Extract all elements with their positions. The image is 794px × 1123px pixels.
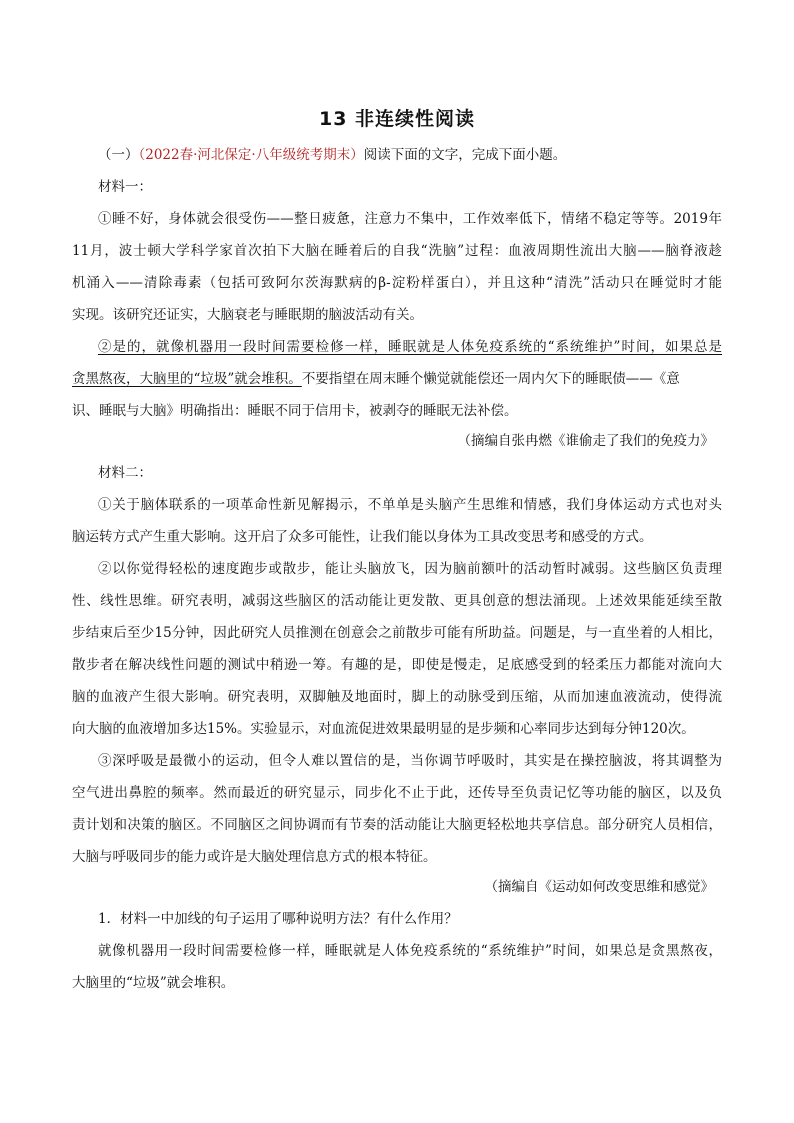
m1-paragraph-1-line-3: 机涌入——清除毒素（包括可致阿尔茨海默病的β-淀粉样蛋白），并且这种“清洗”活动只在睡觉时才能 [72, 275, 722, 291]
m1-paragraph-2-line-2-rest: 不要指望在周末睡个懒觉就能偿还一周内欠下的睡眠债——《意 [301, 371, 680, 387]
m2-paragraph-3-line-4: 大脑与呼吸同步的能力或许是大脑处理信息方式的根本特征。 [72, 849, 437, 865]
question-1-quote-line-1: 就像机器用一段时间需要检修一样，睡眠就是人体免疫系统的“系统维护”时间，如果总是贪黑熬夜， [98, 943, 722, 959]
m2-paragraph-1-line-1: ①关于脑体联系的一项革命性新见解揭示，不单单是头脑产生思维和情感，我们身体运动方式也对头 [98, 497, 722, 513]
m2-paragraph-3-line-1: ③深呼吸是最微小的运动，但令人难以置信的是，当你调节呼吸时，其实是在操控脑波，将其调整为 [98, 753, 722, 769]
question-1-quote-line-2: 大脑里的“垃圾”就会堆积。 [72, 975, 235, 991]
material-two-label: 材料二： [98, 465, 152, 481]
m2-paragraph-2-line-6: 向大脑的血液增加多达15%。实验显示，对血流促进效果最明显的是步频和心率同步达到每分钟120次。 [72, 721, 695, 737]
material-one-source: （摘编自张冉燃《谁偷走了我们的免疫力》 [457, 433, 714, 449]
m1-paragraph-1-line-4: 实现。该研究还证实，大脑衰老与睡眠期的脑波活动有关。 [72, 307, 423, 323]
section-prefix: （一） [98, 147, 139, 163]
question-1: 1．材料一中加线的句子运用了哪种说明方法？有什么作用？ [98, 911, 458, 927]
m2-paragraph-3-line-2: 空气进出鼻腔的频率。然而最近的研究显示，同步化不止于此，还传导至负责记忆等功能的脑区，以及负 [72, 785, 722, 801]
m2-paragraph-2-line-3: 步结束后至少15分钟，因此研究人员推测在创意会之前散步可能有所助益。问题是，与一直坐着的人相比， [72, 625, 722, 641]
section-source: （2022春·河北保定·八年级统考期末） [138, 147, 364, 163]
m1-paragraph-2-line-1: ②是的，就像机器用一段时间需要检修一样，睡眠就是人体免疫系统的“系统维护”时间，如果总是 [98, 339, 722, 355]
m2-paragraph-2-line-5: 脑的血液产生很大影响。研究表明，双脚触及地面时，脚上的动脉受到压缩，从而加速血液流动，使得流 [72, 689, 722, 705]
m2-paragraph-1-line-2: 脑运转方式产生重大影响。这开启了众多可能性，让我们能以身体为工具改变思考和感受的方式。 [72, 529, 653, 545]
m1-paragraph-1-line-2: 11月，波士顿大学科学家首次拍下大脑在睡着后的自我“洗脑”过程：血液周期性流出大脑——脑脊液趁 [72, 243, 722, 259]
section-instruction: 阅读下面的文字，完成下面小题。 [363, 147, 567, 163]
material-two-source: （摘编自《运动如何改变思维和感觉》 [484, 879, 714, 895]
section-header [98, 146, 722, 164]
m1-paragraph-1-line-1: ①睡不好，身体就会很受伤——整日疲惫，注意力不集中，工作效率低下，情绪不稳定等等。2019年 [98, 211, 722, 227]
page-title: 13 非连续性阅读 [318, 108, 476, 130]
underlined-sentence: 贪黑熬夜，大脑里的“垃圾”就会堆积。 [72, 371, 302, 387]
m2-paragraph-2-line-4: 散步者在解决线性问题的测试中稍逊一筹。有趣的是，即使是慢走，足底感受到的轻柔压力都能对流向大 [72, 657, 722, 673]
m2-paragraph-3-line-3: 责计划和决策的脑区。不同脑区之间协调而有节奏的活动能让大脑更轻松地共享信息。部分研究人员相信， [72, 817, 722, 833]
m1-paragraph-2-line-3: 识、睡眠与大脑》明确指出：睡眠不同于信用卡，被剥夺的睡眠无法补偿。 [72, 403, 518, 419]
m2-paragraph-2-line-2: 性、线性思维。研究表明，减弱这些脑区的活动能让更发散、更具创意的想法涌现。上述效果能延续至散 [72, 593, 722, 609]
m2-paragraph-2-line-1: ②以你觉得轻松的速度跑步或散步，能让头脑放飞，因为脑前额叶的活动暂时减弱。这些脑区负责理 [98, 561, 722, 577]
m1-paragraph-2-line-2 [72, 370, 722, 388]
material-one-label: 材料一： [98, 179, 152, 195]
